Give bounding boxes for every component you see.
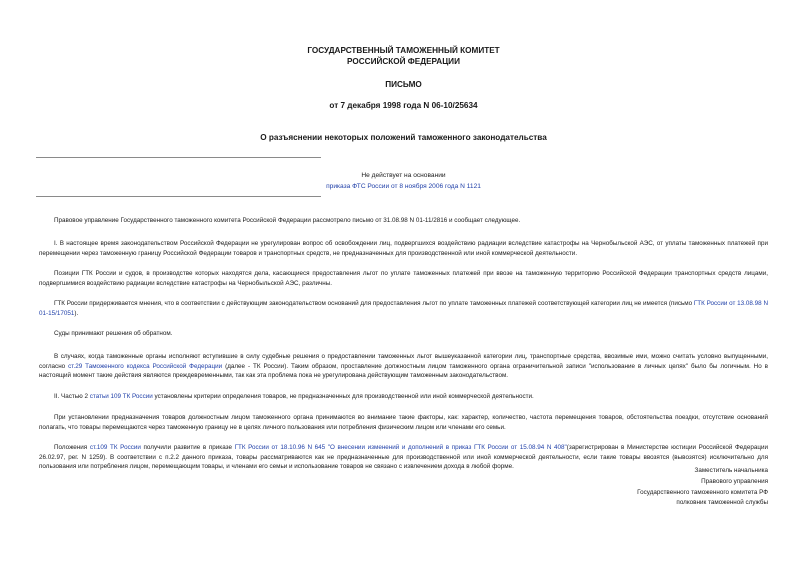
- paragraph-gtk-opinion: [39, 299, 768, 318]
- paragraph-section-1: I. В настоящее время законодательством Российской Федерации не урегулирован вопрос об освобождении лиц, подвергшихся воздействию радиации вследствие катастрофы на Чернобыльской АЭС, от уплаты таможенных платежей при перемещении через таможенную границу Российской Федерации товаров и транспортных средств, не предназначенных для производственной или иной коммерческой деятельности.: [39, 240, 768, 257]
- divider-bottom: [36, 196, 321, 197]
- paragraph-text: ГТК России придерживается мнения, что в соответствии с действующим законодательством оснований для предоставления льгот по уплате таможенных платежей соответствующей категории лиц не имеется (письмо: [54, 300, 694, 307]
- link-gtk-letter[interactable]: ГТК России от 13.08.98 N 01-15/17051: [39, 300, 768, 317]
- paragraph-text: Положения: [54, 444, 90, 451]
- paragraph-text: (зарегистрирован в Министерстве юстиции Российской Федерации 26.02.97, рег. N 1259). В соответствии с п.2.2 данного приказа, товары рассматриваются как не предназначенные для производственной или иной коммерческой деятельности, если такие товары ввозятся (вывозятся) исключительно для пользования или потребления лицом, перемещающим товары, и членами его семьи и использование товаров не связано с извлечением дохода в любой форме.: [39, 444, 768, 471]
- signature-block: [637, 466, 768, 509]
- status-link[interactable]: приказа ФТС России от 8 ноября 2006 года N 1121: [326, 183, 481, 190]
- paragraph-text: II. Частью 2: [54, 393, 90, 400]
- document-title: О разъяснении некоторых положений таможенного законодательства: [260, 133, 547, 142]
- paragraph-criteria: При установлении предназначения товаров должностным лицом таможенного органа принимаются во внимание такие факторы, как: характер, количество, частота перемещения товаров, обстоятельства поездки, отсутствие оснований полагать, что товары перемещаются через таможенную границу не в целях личного пользования или потребления физическим лицом или членами его семьи.: [39, 414, 768, 431]
- paragraph-text: В случаях, когда таможенные органы исполняют вступившие в силу судебные решения о предоставлении таможенных льгот вышеуказанной категории лиц, транспортные средства, ввозимые ими, можно считать условно выпущенными, согласно: [39, 353, 768, 370]
- link-art109[interactable]: ст.109 ТК России: [89, 444, 141, 451]
- paragraph-positions: Позиции ГТК России и судов, в производстве которых находятся дела, касающиеся предоставления льгот по уплате таможенных платежей при ввозе на таможенную территорию Российской Федерации транспортных средств лицами, подвергшимися воздействию радиации вследствие катастрофы на Чернобыльской АЭС, различны.: [39, 270, 768, 287]
- issuing-authority: [0, 46, 807, 67]
- link-article-109[interactable]: статьи 109 ТК России: [89, 393, 153, 400]
- status-text: Не действует на основании: [361, 172, 446, 179]
- paragraph-text: ).: [74, 309, 79, 317]
- paragraph-text: получили развитие в приказе: [140, 444, 235, 451]
- signature-line-2: Правового управления: [701, 477, 768, 485]
- paragraph-text: (далее - ТК России). Таким образом, проставление должностным лицом таможенного органа ограничительной записи "использование в личных целях" было бы логичным. Но в настоящий момент такие действия являются преждевременными, так как эта проблема пока не урегулирована действующим таможенным законодательством.: [39, 362, 769, 380]
- link-order-645[interactable]: ГТК России от 18.10.96 N 645 "О внесении изменений и дополнений в приказ ГТК России от 15.08.94 N 408": [234, 444, 567, 451]
- signature-line-4: полковник таможенной службы: [676, 499, 768, 507]
- document-type: ПИСЬМО: [385, 80, 422, 89]
- authority-line-2: РОССИЙСКОЙ ФЕДЕРАЦИИ: [347, 56, 460, 66]
- paragraph-intro: Правовое управление Государственного таможенного комитета Российской Федерации рассмотрело письмо от 31.08.98 N 01-11/2816 и сообщает следующее.: [54, 217, 521, 224]
- paragraph-text: установлены критерии определения товаров, не предназначенных для производственной или иной коммерческой деятельности.: [152, 393, 534, 400]
- signature-line-3: Государственного таможенного комитета РФ: [637, 488, 768, 496]
- paragraph-conditional-release: [39, 352, 768, 381]
- divider-top: [36, 157, 321, 158]
- paragraph-courts: Суды принимают решения об обратном.: [54, 330, 173, 337]
- paragraph-section-2: [39, 392, 768, 402]
- signature-line-1: Заместитель начальника: [694, 467, 768, 474]
- authority-line-1: ГОСУДАРСТВЕННЫЙ ТАМОЖЕННЫЙ КОМИТЕТ: [307, 46, 500, 55]
- status-note: [0, 170, 807, 192]
- link-customs-code-art29[interactable]: ст.29 Таможенного кодекса Российской Федерации: [68, 362, 223, 370]
- document-date-number: от 7 декабря 1998 года N 06-10/25634: [329, 101, 478, 110]
